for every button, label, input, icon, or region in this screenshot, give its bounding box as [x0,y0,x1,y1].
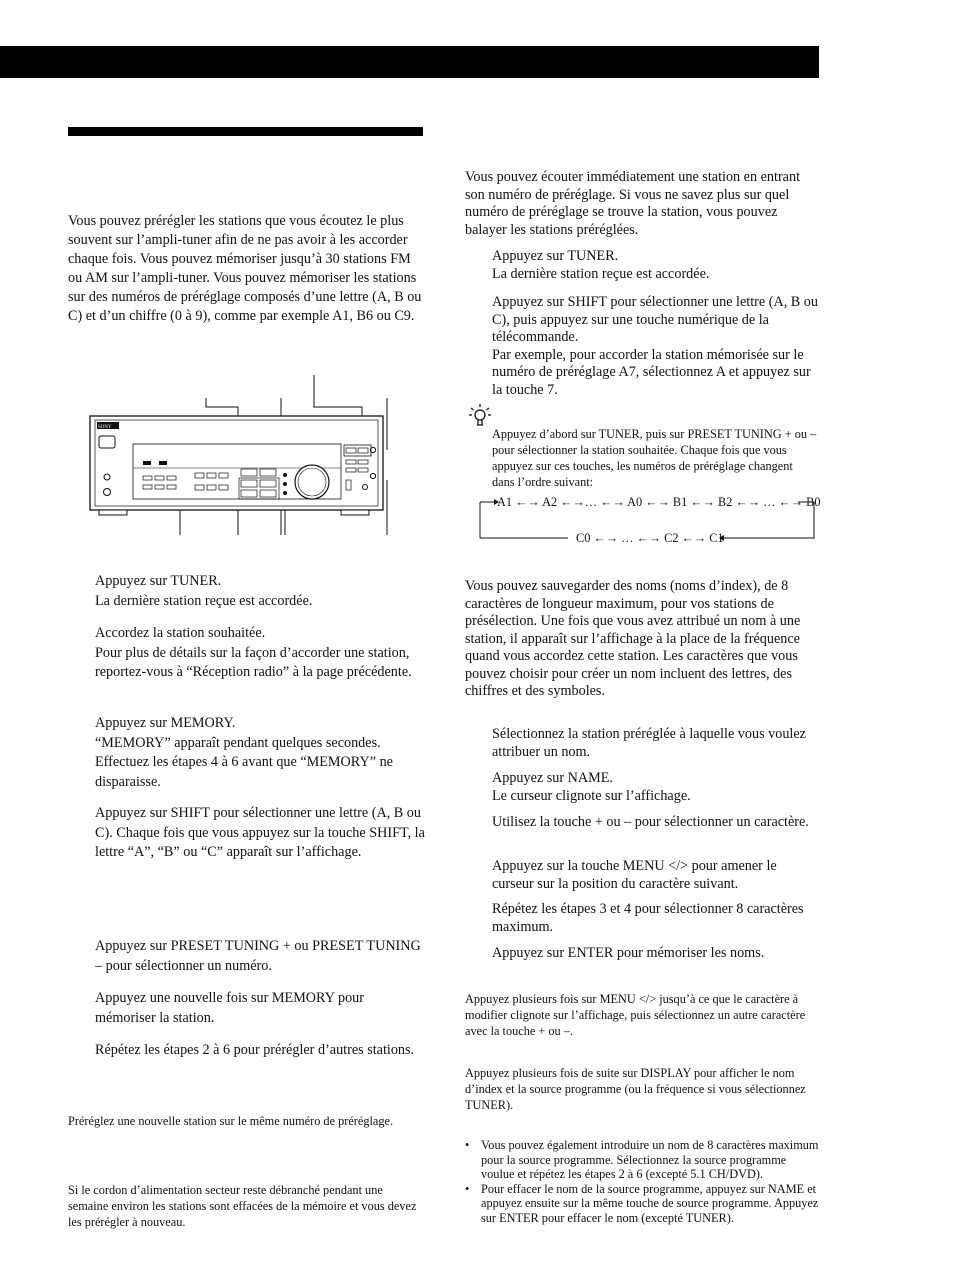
name-step-6: Appuyez sur ENTER pour mémoriser les noms. [492,945,765,961]
recall-intro: Vous pouvez écouter immédiatement une station en entrant son numéro de préréglage. Si vous ne savez plus sur quel numéro de préréglage se trouve la station, vous pouvez balayer les stations préréglées. [465,169,801,238]
sequence-bottom: C0 ←→ … ←→ C2 ←→ C1 [576,531,724,545]
lightbulb-icon [468,403,492,429]
preset-step-4: Appuyez sur SHIFT pour sélectionner une lettre (A, B ou C). Chaque fois que vous appuyez sur la touche SHIFT, la lettre “A”, “B” ou “C” apparaît sur l’affichage. [95,805,425,860]
name-step-5: Répétez les étapes 3 et 4 pour sélectionner 8 caractères maximum. [492,901,804,935]
preset-intro: Vous pouvez prérégler les stations que vous écoutez le plus souvent sur l’ampli-tuner afin de ne pas avoir à les accorder chaque fois. Vous pouvez mémoriser jusqu’à 30 stations FM ou AM sur l’ampli-tuner. Vous pouvez mémoriser les stations sur des numéros de préréglage composés d’une lettre (A, B ou C) et d’un chiffre (0 à 9), comme par exemple A1, B6 ou C9. [68,213,422,324]
receiver-illustration [85,370,395,540]
note-menu: Appuyez plusieurs fois sur MENU </> jusqu’à ce que le caractère à modifier clignote sur l’affichage, puis sélectionnez un autre caractère avec la touche + ou –. [465,992,806,1038]
sequence-top: A1 ←→ A2 ←→… ←→ A0 ←→ B1 ←→ B2 ←→ … ←→ B0 [497,495,821,509]
header-bar [0,46,819,78]
preset-step-6: Appuyez une nouvelle fois sur MEMORY pour mémoriser la station. [95,990,365,1026]
name-step-4: Appuyez sur la touche MENU </> pour amener le curseur sur la position du caractère suivant. [492,858,777,892]
tip-preset-tuning: Appuyez d’abord sur TUNER, puis sur PRESET TUNING + ou – pour sélectionner la station souhaitée. Chaque fois que vous appuyez sur ces touches, les numéros de préréglage changent dans l’ordre suivant: [492,427,817,489]
note-change-preset: Préréglez une nouvelle station sur le même numéro de préréglage. [68,1114,394,1128]
name-intro: Vous pouvez sauvegarder des noms (noms d’index), de 8 caractères de longueur maximum, pour vos stations de présélection. Une fois que vous avez attribué un nom à une station, il apparaît sur l’affichage à la place de la fréquence quand vous accordez cette station. Les caractères que vous pouvez choisir pour créer un nom incluent des lettres, des chiffres et des symboles. [465,578,801,699]
name-step-2: Appuyez sur NAME. Le curseur clignote sur l’affichage. [492,770,691,804]
note-memory-loss: Si le cordon d’alimentation secteur reste débranché pendant une semaine environ les stations sont effacées de la mémoire et vous devez les prérégler à nouveau. [68,1183,417,1229]
recall-step-2: Appuyez sur SHIFT pour sélectionner une lettre (A, B ou C), puis appuyez sur une touche numérique de la télécommande. Par exemple, pour accorder la station mémorisée sur le numéro de préréglage A7, sélectionnez A et appuyez sur la touche 7. [492,294,818,398]
name-step-1: Sélectionnez la station préréglée à laquelle vous voulez attribuer un nom. [492,726,806,760]
notes-list [465,1138,819,1225]
preset-step-7: Répétez les étapes 2 à 6 pour prérégler d’autres stations. [95,1042,415,1058]
preset-step-3: Appuyez sur MEMORY. “MEMORY” apparaît pendant quelques secondes. Effectuez les étapes 4 à 6 avant que “MEMORY” ne disparaisse. [95,715,393,790]
note-bullet-1: • Vous pouvez également introduire un nom de 8 caractères maximum pour la source programme. Sélectionnez la source programme voulue et répétez les étapes 2 à 6 (excepté 5.1 CH/DVD). [465,1138,819,1182]
preset-step-2: Accordez la station souhaitée. Pour plus de détails sur la façon d’accorder une station, reportez-vous à “Réception radio” à la page précédente. [95,625,412,680]
name-step-3: Utilisez la touche + ou – pour sélectionner un caractère. [492,814,809,830]
brand-logo: SONY [98,425,112,430]
section-rule [68,127,423,136]
recall-step-1: Appuyez sur TUNER. La dernière station reçue est accordée. [492,248,710,282]
note-bullet-2: • Pour effacer le nom de la source programme, appuyez sur NAME et appuyez ensuite sur la même touche de source programme. Appuyez sur ENTER pour effacer le nom (excepté TUNER). [465,1182,819,1226]
preset-step-1: Appuyez sur TUNER. La dernière station reçue est accordée. [95,573,313,609]
preset-step-5: Appuyez sur PRESET TUNING + ou PRESET TUNING – pour sélectionner un numéro. [95,938,421,974]
note-display: Appuyez plusieurs fois de suite sur DISPLAY pour afficher le nom d’index et la source programme (ou la fréquence si vous sélectionnez TUNER). [465,1066,806,1112]
